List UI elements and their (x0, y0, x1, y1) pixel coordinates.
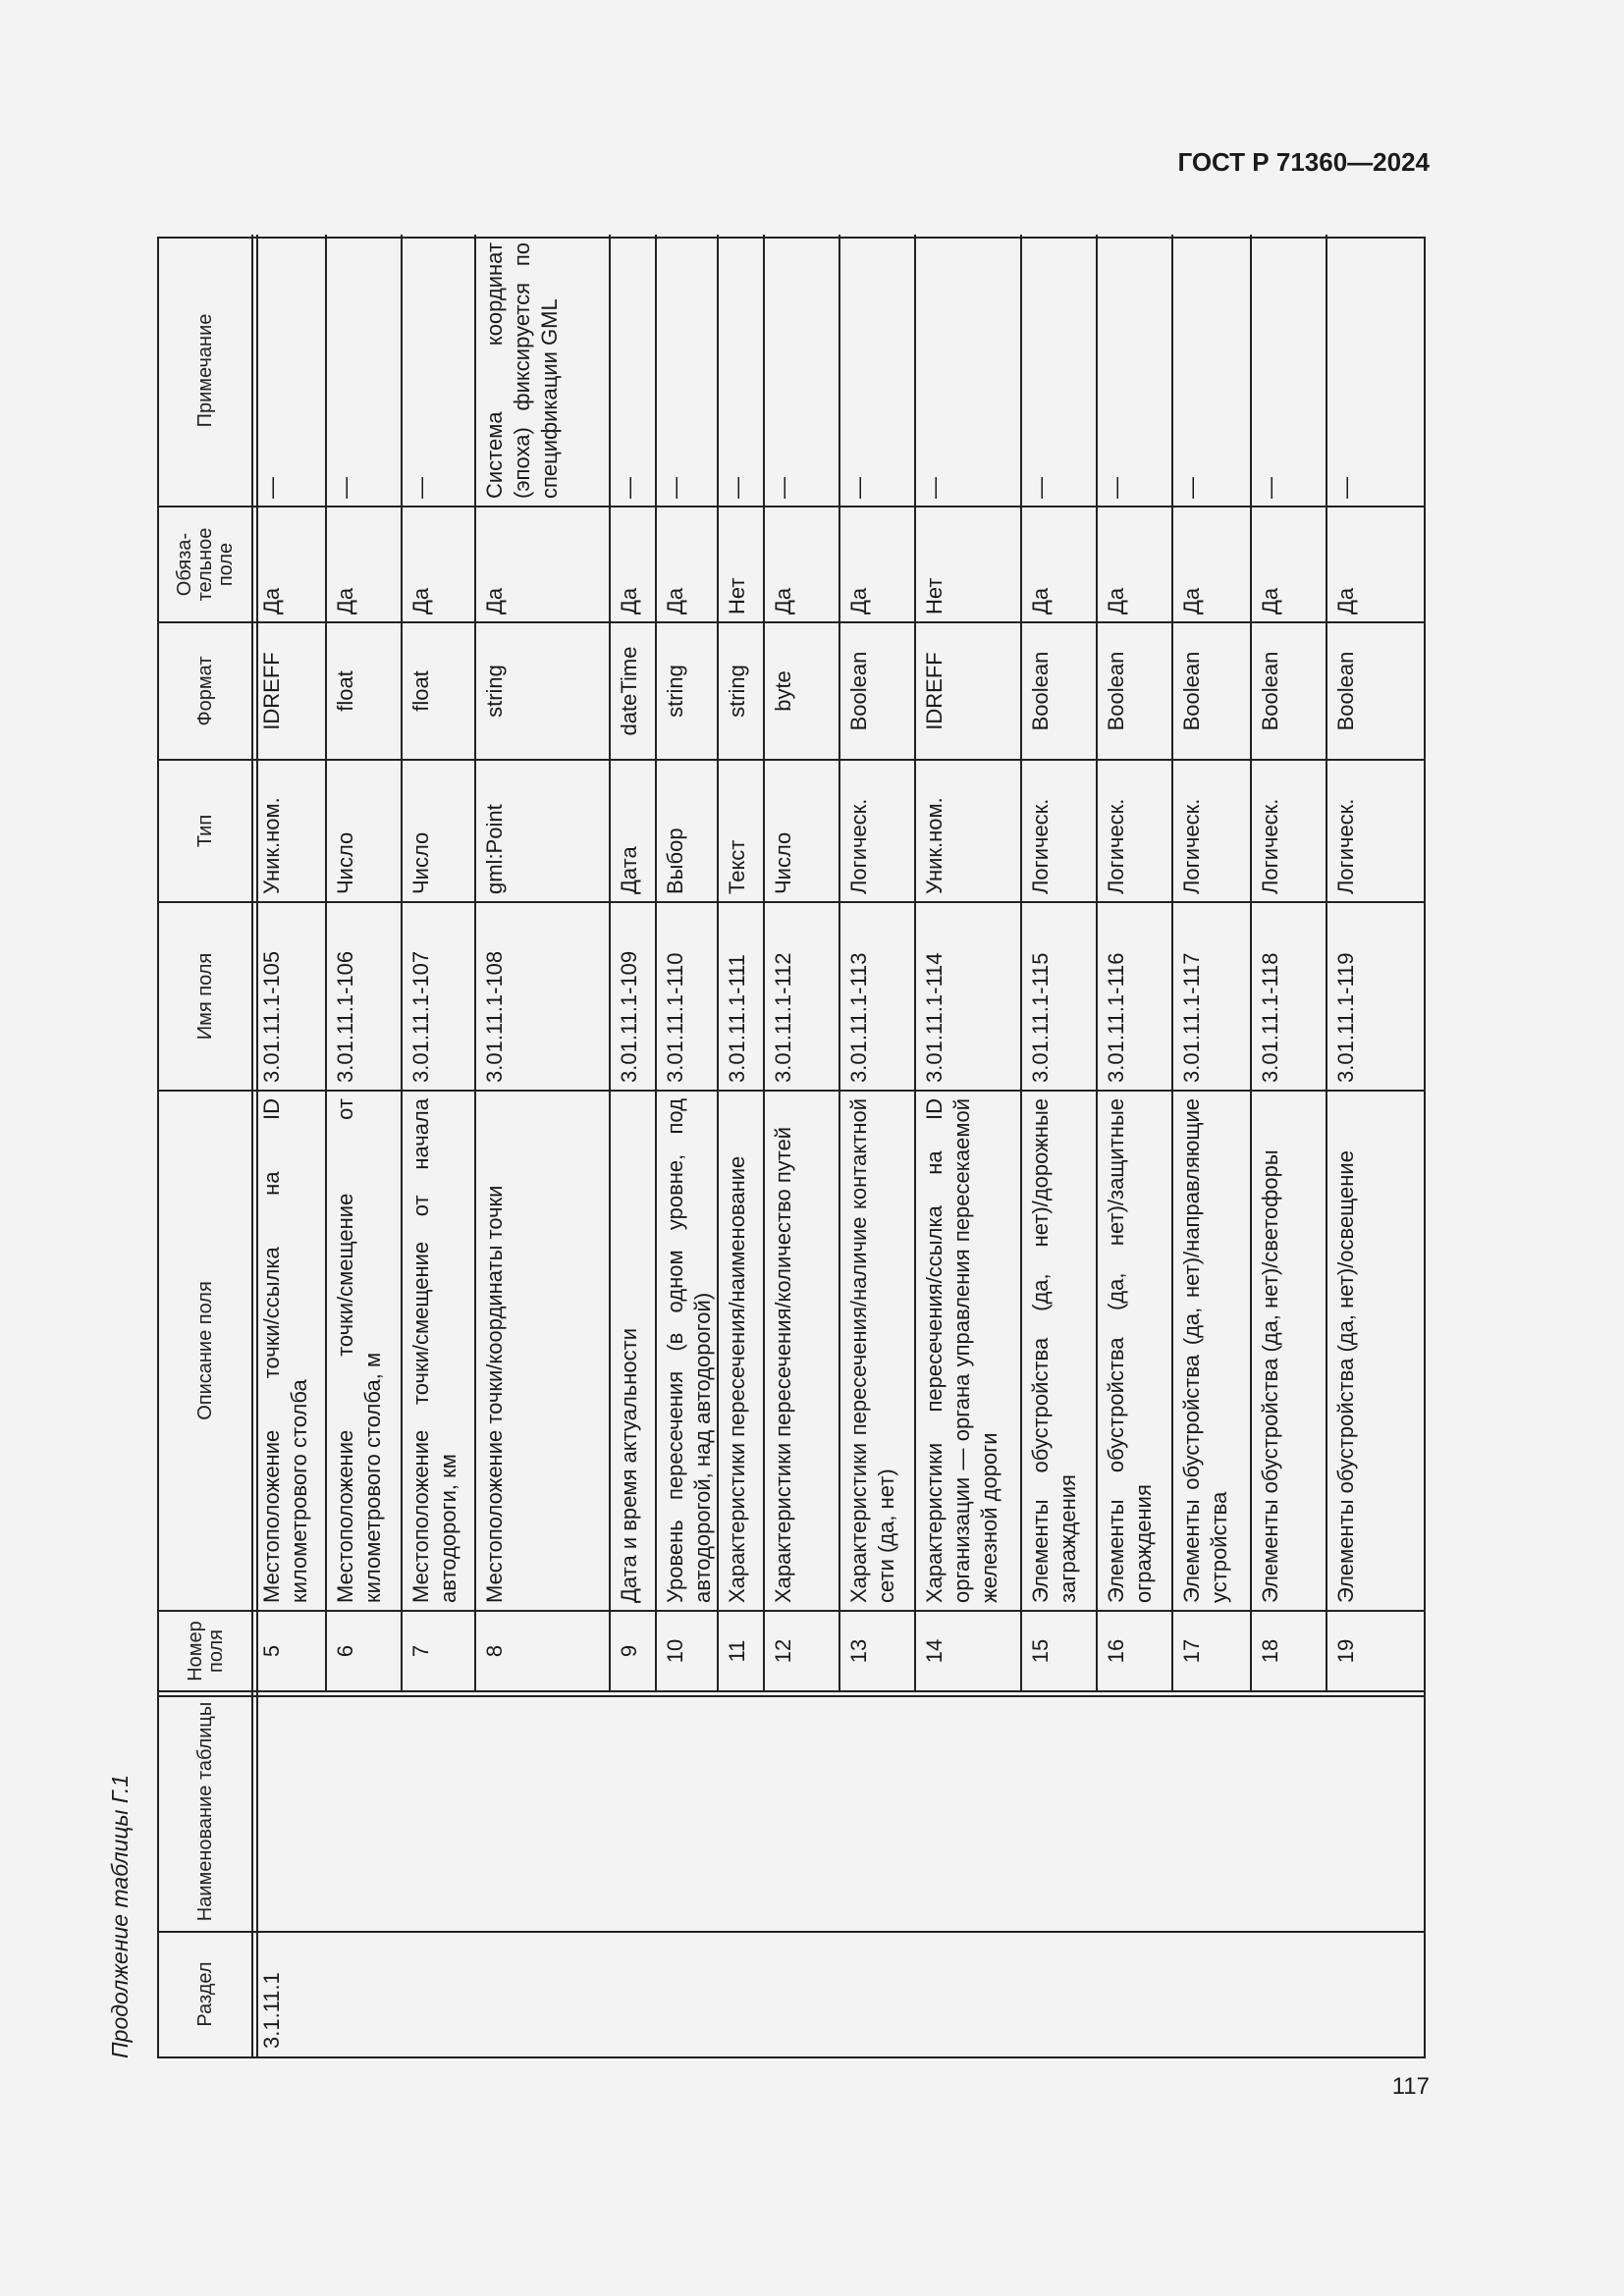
header-field-name: Имя поля (194, 952, 216, 1041)
note-cell: — (1104, 477, 1128, 499)
field-name-cell: 3.01.11.1-116 (1104, 952, 1128, 1083)
table-caption: Продолжение таблицы Г.1 (107, 1774, 133, 2058)
format-cell: float (408, 670, 433, 712)
note-cell: — (333, 477, 357, 499)
format-cell: Boolean (1333, 651, 1358, 731)
field-number-cell: 6 (333, 1644, 357, 1658)
rotated-table-area (93, 223, 1429, 2078)
type-cell: Выбор (663, 828, 687, 894)
field-number-cell: 19 (1333, 1638, 1358, 1664)
table-row (656, 235, 718, 2056)
required-cell: Да (333, 587, 357, 614)
column-divider (159, 621, 1424, 623)
header-type: Тип (194, 814, 216, 848)
column-divider (159, 901, 1424, 903)
field-description-cell: Дата и время актуальности (617, 1327, 641, 1603)
format-cell: IDREFF (922, 652, 947, 730)
type-cell: Логическ. (846, 798, 871, 894)
type-cell: Логическ. (1333, 798, 1358, 894)
type-cell: Уник.ном. (922, 797, 947, 894)
format-cell: Boolean (846, 651, 871, 731)
field-number-cell: 5 (259, 1644, 284, 1658)
field-description-cell: Элементы обустройства (да, нет)/направляющие устройства (1179, 1098, 1231, 1603)
field-description-cell: Уровень пересечения (в одном уровне, под автодорогой, над автодорогой) (663, 1098, 715, 1603)
field-name-cell: 3.01.11.1-108 (482, 950, 507, 1083)
row-divider (1326, 235, 1327, 1691)
type-cell: Число (408, 831, 433, 894)
field-number-cell: 18 (1258, 1638, 1282, 1664)
format-cell: Boolean (1104, 651, 1128, 731)
note-cell: — (771, 477, 795, 499)
type-cell: Число (333, 831, 357, 894)
table-row (402, 235, 475, 2056)
table-row (252, 235, 326, 2056)
column-divider (159, 1090, 1424, 1092)
header-divider (256, 235, 258, 2056)
field-name-cell: 3.01.11.1-107 (408, 950, 433, 1083)
header-table-name: Наименование таблицы (194, 1701, 216, 1922)
table-row (1097, 235, 1172, 2056)
format-cell: float (333, 670, 357, 712)
field-name-cell: 3.01.11.1-110 (663, 952, 687, 1083)
note-cell: — (922, 477, 947, 499)
table-row (764, 235, 839, 2056)
row-divider (1020, 235, 1022, 1691)
note-cell: — (259, 477, 284, 499)
page-number: 117 (1391, 2073, 1430, 2100)
table-row (1021, 235, 1097, 2056)
section-cell: 3.1.11.1 (259, 1972, 284, 2049)
column-divider (159, 1690, 1424, 1692)
note-cell: — (617, 477, 641, 499)
format-cell: Boolean (1028, 651, 1053, 731)
note-cell: — (1258, 477, 1282, 499)
type-cell: Логическ. (1104, 798, 1128, 894)
format-cell: Boolean (1179, 651, 1204, 731)
field-description-cell: Элементы обустройства (да, нет)/светофоры (1258, 1149, 1282, 1603)
header-format: Формат (194, 656, 216, 726)
note-cell: Система координат (эпоха) фиксируется по спецификации GML (482, 242, 562, 499)
header-note: Примечание (194, 313, 216, 428)
table-row (1251, 235, 1326, 2056)
required-cell: Да (482, 587, 507, 614)
column-divider (159, 506, 1424, 507)
field-number-cell: 10 (663, 1638, 687, 1664)
table-row (915, 235, 1021, 2056)
field-description-cell: Характеристики пересечения/наименование (725, 1155, 749, 1603)
column-divider (159, 1695, 1424, 1697)
field-number-cell: 13 (846, 1638, 871, 1664)
field-description-cell: Элементы обустройства (да, нет)/защитные ограждения (1104, 1098, 1156, 1603)
type-cell: Число (771, 831, 795, 894)
row-divider (609, 235, 611, 1691)
table-row (610, 235, 656, 2056)
field-number-cell: 11 (725, 1639, 749, 1663)
table-row (718, 235, 764, 2056)
table-row (475, 235, 610, 2056)
field-name-cell: 3.01.11.1-113 (846, 952, 871, 1083)
field-description-cell: Характеристики пересечения/ссылка на ID организации — органа управления пересекаемой железной дороги (922, 1098, 1001, 1603)
field-number-cell: 14 (922, 1638, 947, 1664)
note-cell: — (1028, 477, 1053, 499)
row-divider (763, 235, 765, 1691)
type-cell: gml:Point (482, 804, 507, 894)
required-cell: Нет (725, 577, 749, 614)
header-required: Обяза-тельное поле (174, 527, 237, 602)
field-name-cell: 3.01.11.1-117 (1179, 952, 1204, 1083)
type-cell: Логическ. (1028, 798, 1053, 894)
required-cell: Да (408, 587, 433, 614)
row-divider (401, 235, 403, 1691)
document-code: ГОСТ Р 71360—2024 (1177, 147, 1430, 177)
field-description-cell: Элементы обустройства (да, нет)/освещение (1333, 1150, 1358, 1603)
field-description-cell: Местоположение точки/смещение от километрового столба, м (333, 1098, 385, 1603)
required-cell: Нет (922, 577, 947, 614)
required-cell: Да (846, 587, 871, 614)
field-number-cell: 12 (771, 1638, 795, 1664)
field-name-cell: 3.01.11.1-114 (922, 952, 947, 1083)
format-cell: byte (771, 670, 795, 712)
field-description-cell: Местоположение точки/координаты точки (482, 1185, 507, 1603)
row-divider (1171, 235, 1173, 1691)
field-name-cell: 3.01.11.1-118 (1258, 952, 1282, 1083)
required-cell: Да (771, 587, 795, 614)
required-cell: Да (1028, 587, 1053, 614)
field-number-cell: 16 (1104, 1638, 1128, 1664)
note-cell: — (1179, 477, 1204, 499)
type-cell: Логическ. (1258, 798, 1282, 894)
format-cell: string (482, 665, 507, 718)
field-name-cell: 3.01.11.1-112 (771, 952, 795, 1083)
field-name-cell: 3.01.11.1-106 (333, 950, 357, 1083)
field-name-cell: 3.01.11.1-119 (1333, 952, 1358, 1083)
row-divider (839, 235, 840, 1691)
field-description-cell: Местоположение точки/ссылка на ID километрового столба (259, 1098, 311, 1603)
required-cell: Да (1258, 587, 1282, 614)
column-divider (159, 1610, 1424, 1612)
format-cell: IDREFF (259, 652, 284, 730)
row-divider (717, 235, 719, 1691)
required-cell: Да (259, 587, 284, 614)
header-field-description: Описание поля (194, 1281, 216, 1420)
field-description-cell: Элементы обустройства (да, нет)/дорожные заграждения (1028, 1098, 1080, 1603)
type-cell: Логическ. (1179, 798, 1204, 894)
format-cell: dateTime (617, 646, 641, 736)
row-divider (914, 235, 916, 1691)
field-name-cell: 3.01.11.1-109 (617, 950, 641, 1083)
note-cell: — (846, 477, 871, 499)
column-divider (159, 1931, 1424, 1933)
required-cell: Да (1333, 587, 1358, 614)
field-number-cell: 15 (1028, 1638, 1053, 1664)
row-divider (655, 235, 657, 1691)
table-row (326, 235, 402, 2056)
format-cell: Boolean (1258, 651, 1282, 731)
format-cell: string (663, 665, 687, 718)
header-divider (251, 235, 253, 2056)
data-table (157, 237, 1426, 2058)
column-divider (159, 759, 1424, 761)
required-cell: Да (1179, 587, 1204, 614)
format-cell: string (725, 665, 749, 718)
field-name-cell: 3.01.11.1-115 (1028, 952, 1053, 1083)
field-number-cell: 7 (408, 1644, 433, 1658)
type-cell: Текст (725, 839, 749, 894)
field-number-cell: 8 (482, 1644, 507, 1658)
row-divider (474, 235, 476, 1691)
field-description-cell: Местоположение точки/смещение от начала автодороги, км (408, 1098, 460, 1603)
note-cell: — (663, 477, 687, 499)
required-cell: Да (663, 587, 687, 614)
field-name-cell: 3.01.11.1-105 (259, 950, 284, 1083)
header-field-number: Номер поля (184, 1621, 227, 1682)
row-divider (1250, 235, 1252, 1691)
type-cell: Уник.ном. (259, 797, 284, 894)
row-divider (1096, 235, 1098, 1691)
row-divider (325, 235, 327, 1691)
table-row (1326, 235, 1400, 2056)
field-description-cell: Характеристики пересечения/наличие контактной сети (да, нет) (846, 1098, 898, 1603)
table-row (839, 235, 915, 2056)
table-row (1172, 235, 1251, 2056)
field-number-cell: 9 (617, 1644, 641, 1658)
required-cell: Да (617, 587, 641, 614)
header-section: Раздел (194, 1961, 216, 2027)
note-cell: — (1333, 477, 1358, 499)
type-cell: Дата (617, 846, 641, 894)
field-description-cell: Характеристики пересечения/количество путей (771, 1126, 795, 1603)
field-number-cell: 17 (1179, 1638, 1204, 1664)
note-cell: — (725, 477, 749, 499)
field-name-cell: 3.01.11.1-111 (725, 954, 749, 1083)
note-cell: — (408, 477, 433, 499)
required-cell: Да (1104, 587, 1128, 614)
